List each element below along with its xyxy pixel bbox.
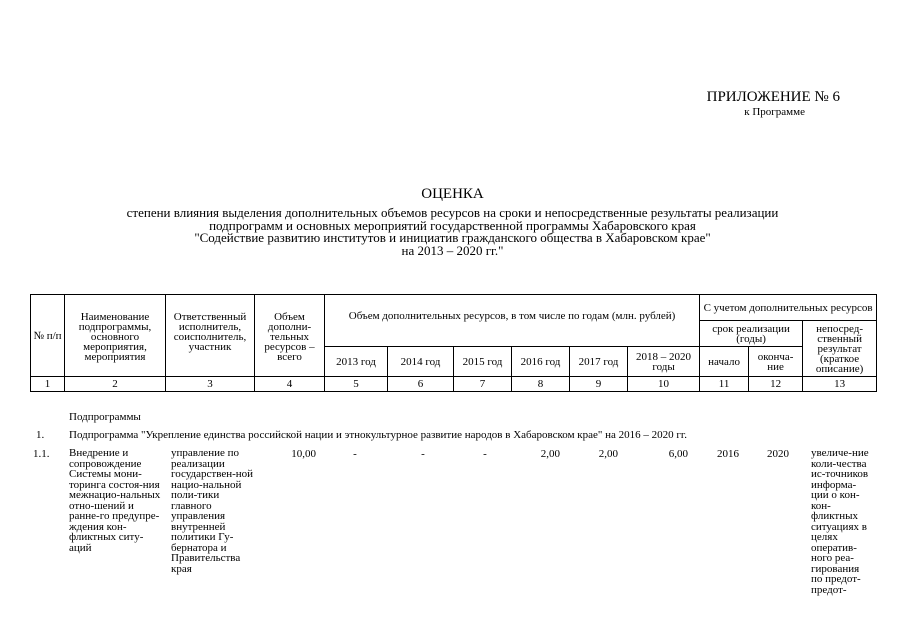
col-number: 10 — [628, 377, 700, 392]
col-start-header: начало — [700, 347, 749, 377]
row-1-1-end: 2020 — [767, 448, 789, 460]
col-years-group-header: Объем дополнительных ресурсов, в том числе по годам (млн. рублей) — [325, 295, 700, 347]
col-number: 7 — [454, 377, 512, 392]
row-1-1-2017: 2,00 — [598, 448, 618, 460]
col-number: 2 — [65, 377, 166, 392]
col-number: 11 — [700, 377, 749, 392]
col-name-header: Наименование подпрограммы, основного мероприятия, мероприятия — [65, 295, 166, 377]
row-1-1-start: 2016 — [717, 448, 739, 460]
row-1-1-2016: 2,00 — [540, 448, 560, 460]
col-number: 5 — [325, 377, 388, 392]
col-number: 3 — [166, 377, 255, 392]
col-total-header: Объем дополни-тельных ресурсов – всего — [255, 295, 325, 377]
row-1-1-2015: - — [483, 448, 487, 460]
col-responsible-header: Ответственный исполнитель, соисполнитель, участник — [166, 295, 255, 377]
row-1-1-total: 10,00 — [291, 448, 316, 460]
col-year-2014: 2014 год — [388, 347, 454, 377]
col-number: 4 — [255, 377, 325, 392]
col-year-2015: 2015 год — [454, 347, 512, 377]
col-no-header: № п/п — [31, 295, 65, 377]
subtitle-line: на 2013 – 2020 гг." — [401, 242, 504, 258]
col-number: 13 — [803, 377, 877, 392]
row-1-1-responsible: управление по реализации государствен-ной нацио-нальной поли-тики главного управления внутренней политики Гу-бернатора и Правительства края — [171, 447, 254, 575]
col-number: 8 — [512, 377, 570, 392]
row-1-1-2018-2020: 6,00 — [668, 448, 688, 460]
row-1-subprogram: Подпрограмма "Укрепление единства российской нации и этнокультурное развитие народов в Хабаровском крае" на 2016 – 2020 гг. — [69, 429, 687, 441]
row-1-number: 1. — [36, 429, 45, 441]
row-1-1-result: увеличе-ние коли-чества ис-точников информа-ции о кон-кон-фликтных ситуациях в целях оператив-ного реа-гирования по предот-предот- — [811, 447, 869, 596]
row-1-1-2014: - — [421, 448, 425, 460]
subtitle-line: подпрограмм и основных мероприятий государственной программы Хабаровского края — [209, 217, 696, 233]
col-group-right-header: С учетом дополнительных ресурсов — [700, 295, 877, 321]
subtitle-line: степени влияния выделения дополнительных объемов ресурсов на сроки и непосредственные результаты реализации — [126, 205, 779, 220]
appendix-subtitle: к Программе — [744, 106, 805, 118]
col-result-header: непосред-ственный результат (краткое описание) — [803, 321, 877, 377]
col-number: 1 — [31, 377, 65, 392]
col-number: 9 — [570, 377, 628, 392]
col-year-2016: 2016 год — [512, 347, 570, 377]
assessment-table-header — [30, 294, 877, 392]
col-term-header: срок реализации (годы) — [700, 321, 803, 347]
document-subtitle — [60, 207, 845, 257]
col-number: 12 — [749, 377, 803, 392]
section-label: Подпрограммы — [69, 411, 141, 423]
document-title: ОЦЕНКА — [421, 186, 484, 202]
col-year-2018-2020: 2018 – 2020 годы — [628, 347, 700, 377]
col-year-2013: 2013 год — [325, 347, 388, 377]
appendix-title: ПРИЛОЖЕНИЕ № 6 — [706, 89, 840, 105]
subtitle-line: "Содействие развитию институтов и инициатив гражданского общества в Хабаровском крае" — [194, 230, 711, 245]
row-1-1-2013: - — [353, 448, 357, 460]
col-year-2017: 2017 год — [570, 347, 628, 377]
row-1-1-number: 1.1. — [33, 448, 50, 460]
col-number: 6 — [388, 377, 454, 392]
row-1-1-name: Внедрение и сопровождение Системы мони-торинга состоя-ния межнацио-нальных отно-шений и ранне-го предупре-ждения кон-фликтных ситу-аций — [69, 447, 161, 554]
col-end-header: оконча-ние — [749, 347, 803, 377]
